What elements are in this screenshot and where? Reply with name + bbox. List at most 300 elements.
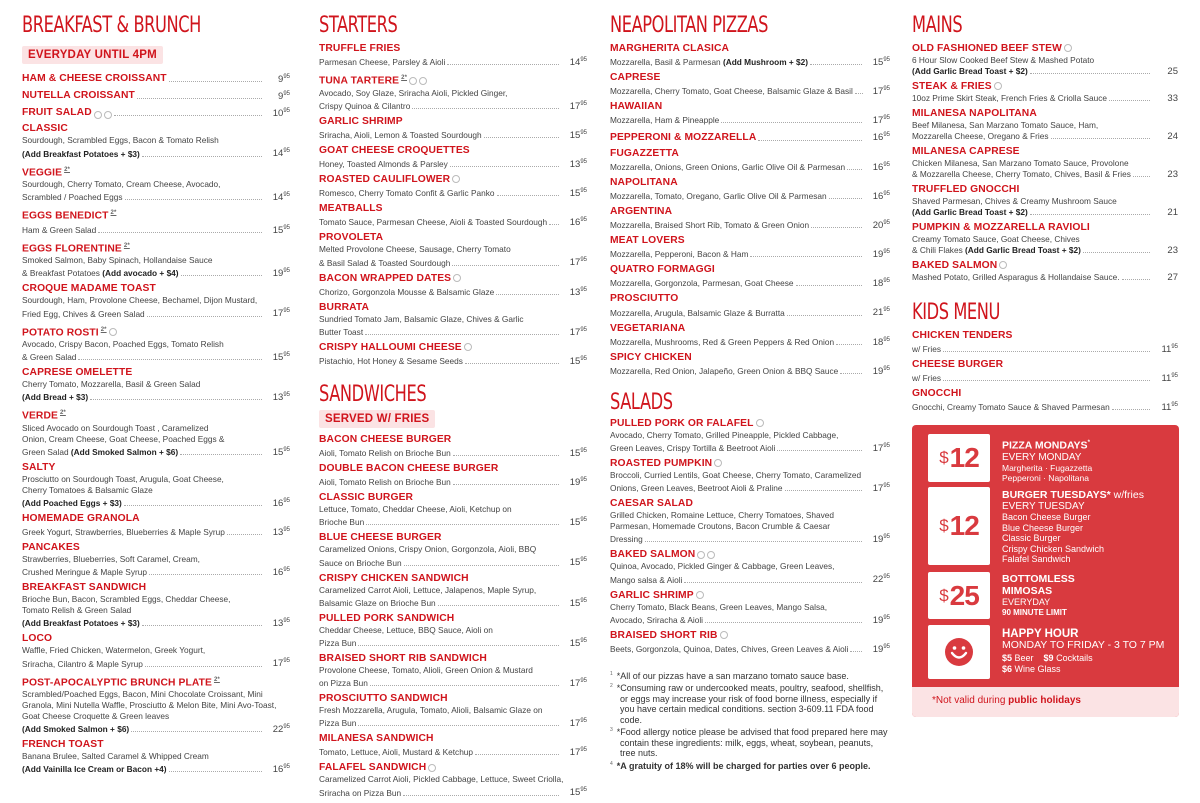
menu-item <box>610 206 890 231</box>
smiley-icon <box>944 637 974 667</box>
item-header <box>22 207 290 222</box>
price-cents: 95 <box>883 534 890 541</box>
menu-item <box>912 388 1178 413</box>
description-text: Beets, Gorgonzola, Quinoa, Dates, Chives, Green Leaves & Aioli <box>610 643 849 654</box>
item-description <box>912 272 1120 283</box>
price-cents: 95 <box>580 718 587 725</box>
description-text: Sriracha, Aioli, Lemon & Toasted Sourdough <box>319 129 482 140</box>
price-dollars: 17 <box>872 483 884 495</box>
item-name: VERDE <box>22 410 58 422</box>
item-header <box>319 463 587 475</box>
price-dollars: 16 <box>872 190 884 202</box>
description-text: Pistachio, Hot Honey & Sesame Seeds <box>319 355 463 366</box>
footnote-ref: 2* <box>59 410 66 417</box>
item-price <box>866 55 890 68</box>
item-header <box>22 164 290 179</box>
item-description <box>22 764 167 775</box>
dot-leader <box>147 316 262 317</box>
beer-label: Beer <box>1012 653 1034 663</box>
item-price <box>266 762 290 775</box>
item-price <box>866 305 890 318</box>
dollar-sign: $ <box>939 585 949 605</box>
item-row <box>610 189 890 202</box>
menu-item <box>319 232 587 268</box>
price-amount: 12 <box>949 442 979 473</box>
item-name: SPICY CHICKEN <box>610 351 692 363</box>
item-header <box>912 81 1178 93</box>
section-title: STARTERS <box>319 13 398 38</box>
dot-leader <box>855 93 863 94</box>
item-description <box>912 93 1107 104</box>
item-name: MILANESA SANDWICH <box>319 733 434 745</box>
item-description: Shaved Parmesan, Chives & Creamy Mushroom Sauce <box>912 196 1117 206</box>
item-price <box>563 716 587 729</box>
dot-leader <box>465 363 559 364</box>
dot-leader <box>829 198 862 199</box>
menu-item <box>22 164 290 204</box>
item-header <box>610 630 890 642</box>
item-description: Sourdough, Cherry Tomato, Cream Cheese, Avocado, <box>22 179 221 190</box>
item-header <box>610 177 890 189</box>
item-description <box>610 308 785 319</box>
dot-leader <box>475 754 559 755</box>
menu-item <box>319 492 587 528</box>
menu-item <box>319 733 587 758</box>
promo-line: Falafel Sandwich <box>1002 554 1071 564</box>
menu-item <box>22 123 290 159</box>
item-row <box>610 130 890 143</box>
description-text: Dressing <box>610 534 643 545</box>
item-row <box>22 89 290 102</box>
menu-item <box>22 462 290 509</box>
price-dollars: 21 <box>1167 207 1178 218</box>
item-header <box>610 458 890 470</box>
description-text: Crispy Quinoa & Cilantro <box>319 100 411 111</box>
price-dollars: 22 <box>272 724 284 736</box>
dot-leader <box>810 64 862 65</box>
item-header <box>319 492 587 504</box>
item-price <box>266 496 290 509</box>
item-row <box>610 247 890 260</box>
item-header <box>610 264 890 276</box>
item-name: CHICKEN TENDERS <box>912 330 1013 341</box>
price-dollars: 11 <box>1161 344 1172 356</box>
item-price <box>866 441 890 454</box>
item-name: TUNA TARTERE <box>319 75 400 87</box>
item-header <box>319 174 587 186</box>
price-dollars: 24 <box>1167 131 1178 142</box>
hours-badge: EVERYDAY UNTIL 4PM <box>22 46 163 64</box>
description-text: Honey, Toasted Almonds & Parsley <box>319 159 448 170</box>
item-description: Creamy Tomato Sauce, Goat Cheese, Chives <box>912 234 1080 244</box>
item-description <box>610 220 809 231</box>
price-cents: 95 <box>580 597 587 604</box>
add-on-text: (Add Vainilla Ice Cream or Bacon +4) <box>22 764 167 775</box>
item-description: Caramelized Carrot Aioli, Lettuce, Jalapenos, Maple Syrup, <box>319 584 537 595</box>
price-cents: 95 <box>580 677 587 684</box>
item-description <box>319 287 494 298</box>
item-price <box>266 106 290 119</box>
menu-list <box>912 43 1178 283</box>
item-row <box>610 441 890 454</box>
item-row <box>319 745 587 758</box>
item-description: Broccoli, Curried Lentils, Goat Cheese, Cherry Tomato, Caramelized <box>610 470 862 481</box>
add-on-text: (Add Smoked Salmon + $6) <box>70 446 179 457</box>
add-on-text: (Add Garlic Bread Toast + $2) <box>965 245 1081 255</box>
dot-leader <box>785 490 863 491</box>
dot-leader <box>847 169 862 170</box>
item-header <box>22 462 290 474</box>
description-text: on Pizza Bun <box>319 678 368 689</box>
specials-panel <box>912 425 1179 717</box>
item-row <box>22 106 290 119</box>
item-row <box>912 245 1178 256</box>
item-description <box>319 638 356 649</box>
description-text: Pizza Bun <box>319 718 357 729</box>
item-price <box>563 285 587 298</box>
item-header <box>22 283 290 295</box>
item-header <box>319 733 587 745</box>
vegan-icon <box>452 175 460 183</box>
promo-title: BOTTOMLESS <box>1002 573 1075 585</box>
item-price <box>563 745 587 758</box>
description-text: Mozzarella, Basil & Parmesan <box>610 57 723 68</box>
item-name: NAPOLITANA <box>610 176 678 188</box>
item-price <box>266 146 290 159</box>
gluten-free-icon <box>1064 44 1072 52</box>
item-price <box>563 636 587 649</box>
menu-list <box>610 43 890 377</box>
description-text: Romesco, Cherry Tomato Confit & Garlic Panko <box>319 188 495 199</box>
price-dollars: 25 <box>1167 66 1178 77</box>
footnote-ref: 2* <box>123 242 130 249</box>
dot-leader <box>811 227 862 228</box>
dot-leader <box>453 484 559 485</box>
price-cents: 95 <box>883 190 890 197</box>
price-dollars: 11 <box>1161 402 1172 414</box>
item-row <box>319 325 587 338</box>
footnote-number: 4 <box>610 760 613 767</box>
item-header <box>22 123 290 135</box>
item-row <box>319 676 587 689</box>
footnote-text: *A gratuity of 18% will be charged for parties over 6 people. <box>616 760 871 771</box>
item-header <box>319 232 587 244</box>
item-description <box>22 447 178 458</box>
price-dollars: 14 <box>272 192 284 204</box>
item-name: BREAKFAST SANDWICH <box>22 582 147 594</box>
dot-leader <box>796 285 862 286</box>
item-name: VEGGIE <box>22 167 63 179</box>
promo-title-extra: w/fries <box>1110 489 1144 501</box>
item-name: ARGENTINA <box>610 205 673 217</box>
cocktail-label: Cocktails <box>1053 653 1093 663</box>
menu-item <box>610 130 890 143</box>
menu-item <box>22 407 290 458</box>
dot-leader <box>114 115 262 116</box>
dot-leader <box>1051 138 1151 139</box>
item-row <box>610 276 890 289</box>
item-description <box>912 344 941 355</box>
price-cents: 95 <box>883 132 890 139</box>
promo-line: Classic Burger <box>1002 533 1061 543</box>
wine-price: $6 <box>1002 663 1013 674</box>
price-cents: 95 <box>283 618 290 625</box>
item-header <box>22 240 290 255</box>
item-price <box>266 616 290 629</box>
menu-item <box>912 222 1178 256</box>
footnote-number: 2 <box>610 683 613 690</box>
dot-leader <box>137 98 262 99</box>
price-dollars: 16 <box>872 161 884 173</box>
item-description: Waffle, Fried Chicken, Watermelon, Greek Yogurt, <box>22 645 206 656</box>
item-row <box>319 128 587 141</box>
item-description: Sliced Avocado on Sourdough Toast , Caramelized <box>22 422 209 433</box>
item-row <box>22 72 290 85</box>
item-row <box>912 400 1178 413</box>
price-cents: 95 <box>283 74 290 80</box>
dot-leader <box>90 399 262 400</box>
item-header <box>912 146 1178 158</box>
item-name: PROSCIUTTO <box>610 293 679 305</box>
dot-leader <box>787 315 862 316</box>
item-description <box>610 615 703 626</box>
item-header <box>22 739 290 751</box>
happy-hour-text <box>1002 628 1164 674</box>
item-price <box>563 354 587 367</box>
price-dollars: 13 <box>272 618 284 630</box>
price-cents: 95 <box>580 188 587 195</box>
beer-price: $5 <box>1002 653 1013 663</box>
item-header <box>319 145 587 157</box>
price-dollars: 19 <box>569 477 581 489</box>
description-text: Tomato, Lettuce, Aioli, Mustard & Ketchup <box>319 747 474 758</box>
item-row <box>610 160 890 173</box>
item-row <box>610 84 890 97</box>
price-cents: 95 <box>883 57 890 63</box>
dot-leader <box>850 651 862 652</box>
item-description <box>22 659 143 670</box>
item-row <box>912 169 1178 180</box>
price-dollars: 16 <box>872 132 884 144</box>
price-dollars: 13 <box>569 159 581 171</box>
menu-item <box>22 106 290 119</box>
dot-leader <box>438 605 559 606</box>
item-name: BLUE CHEESE BURGER <box>319 532 442 544</box>
promo-line: Crispy Chicken Sandwich <box>1002 543 1105 554</box>
vegan-icon <box>104 111 112 119</box>
price-cents: 95 <box>580 447 587 454</box>
price-dollars: 15 <box>272 224 284 236</box>
description-text: Brioche Bun <box>319 517 365 528</box>
item-price <box>866 160 890 173</box>
menu-item <box>610 590 890 626</box>
add-on-text: (Add Garlic Bread Toast + $2) <box>912 207 1028 217</box>
dot-leader <box>98 232 262 233</box>
item-row <box>22 146 290 159</box>
item-description <box>912 169 1131 180</box>
dot-leader <box>169 771 262 772</box>
price-dollars: 17 <box>569 678 581 690</box>
item-price <box>866 276 890 289</box>
menu-item <box>319 174 587 199</box>
item-price <box>266 722 290 735</box>
item-description: Caramelized Onions, Crispy Onion, Gorgonzola, Aioli, BBQ <box>319 544 537 555</box>
item-description: Cherry Tomatoes & Balsamic Glaze <box>22 484 153 495</box>
item-description <box>912 245 1081 256</box>
item-header <box>912 43 1178 55</box>
item-header <box>319 72 587 87</box>
item-header <box>610 235 890 247</box>
item-name: MEATBALLS <box>319 203 383 215</box>
item-header <box>610 43 890 55</box>
item-description <box>319 327 363 338</box>
price-dollars: 14 <box>569 57 581 69</box>
price-dollars: 17 <box>569 257 581 269</box>
item-name: CAPRESE OMELETTE <box>22 367 133 379</box>
item-price <box>563 186 587 199</box>
item-description <box>22 392 88 403</box>
item-price <box>563 157 587 170</box>
description-text: & Breakfast Potatoes <box>22 268 103 279</box>
item-description <box>319 159 448 170</box>
promo-title: MIMOSAS <box>1002 585 1053 597</box>
item-name: GNOCCHI <box>912 388 962 400</box>
footnote <box>610 759 890 772</box>
promo-limit: 90 MINUTE LIMIT <box>1002 608 1067 617</box>
item-header <box>912 330 1178 342</box>
menu-item <box>912 108 1178 142</box>
dot-leader <box>497 195 559 196</box>
menu-item <box>22 633 290 669</box>
add-on-text: (Add Mushroom + $2) <box>722 57 809 68</box>
menu-item <box>319 434 587 459</box>
price-dollars: 15 <box>272 446 284 458</box>
menu-item <box>610 148 890 173</box>
mains-section <box>912 0 1178 417</box>
item-name: TRUFFLED GNOCCHI <box>912 184 1020 195</box>
price-cents: 95 <box>580 158 587 165</box>
item-name: DOUBLE BACON CHEESE BURGER <box>319 463 499 475</box>
item-description <box>319 448 451 459</box>
item-description: Lettuce, Tomato, Cheddar Cheese, Aioli, Ketchup on <box>319 504 512 515</box>
item-name: GARLIC SHRIMP <box>610 589 694 601</box>
description-text: w/ Fries <box>912 344 942 355</box>
description-text: Ham & Green Salad <box>22 224 97 235</box>
item-description <box>319 558 402 569</box>
item-row <box>22 722 290 735</box>
item-description: Chicken Milanesa, San Marzano Tomato Sauce, Provolone <box>912 158 1129 168</box>
menu-item <box>610 235 890 260</box>
item-description <box>22 618 140 629</box>
price-dollars: 22 <box>872 574 884 586</box>
dot-leader <box>124 505 262 506</box>
menu-list <box>319 43 587 367</box>
footnote-text: *Consuming raw or undercooked meats, poultry, seafood, shellfish, or eggs may increase your risk of food borne illness, especially if you have certain medical conditions. section 3-609.11 FDA food code. <box>616 683 884 725</box>
description-text: Mozzarella, Tomato, Oregano, Garlic Olive Oil & Parmesan <box>610 190 827 201</box>
dot-leader <box>365 334 559 335</box>
pizza-price-box <box>928 434 990 482</box>
menu-item <box>610 101 890 126</box>
description-text: 10oz Prime Skirt Steak, French Fries & Criolla Sauce <box>912 93 1108 103</box>
item-description: Provolone Cheese, Tomato, Alioli, Green Onion & Mustard <box>319 664 533 675</box>
item-header <box>610 418 890 430</box>
item-description: Onion, Cream Cheese, Goat Cheese, Poached Eggs & <box>22 433 225 444</box>
description-text: Sriracha, Cilantro & Maple Syrup <box>22 658 143 669</box>
item-name: BURRATA <box>319 301 370 313</box>
dairy-free-icon <box>994 82 1002 90</box>
item-header <box>319 203 587 215</box>
dot-leader <box>645 541 862 542</box>
price-dollars: 13 <box>272 392 284 404</box>
item-name: CAESAR SALAD <box>610 498 694 510</box>
price-dollars: 14 <box>272 148 284 160</box>
description-text: & Green Salad <box>22 352 77 363</box>
menu-item <box>912 330 1178 355</box>
item-name: MILANESA CAPRESE <box>912 146 1020 157</box>
item-description <box>319 718 356 729</box>
item-price <box>1154 342 1178 355</box>
item-description <box>610 162 845 173</box>
footnote <box>610 725 890 759</box>
menu-item <box>319 653 587 689</box>
footnote-number: 3 <box>610 727 613 734</box>
item-row <box>22 656 290 669</box>
price-cents: 95 <box>283 268 290 275</box>
item-price <box>563 596 587 609</box>
item-price <box>1154 93 1178 104</box>
dot-leader <box>181 275 262 276</box>
menu-item <box>610 352 890 377</box>
menu-item <box>319 342 587 367</box>
dot-leader <box>1030 73 1150 74</box>
add-on-text: (Add Breakfast Potatoes + $3) <box>22 148 140 159</box>
item-name: PULLED PORK SANDWICH <box>319 612 455 624</box>
item-price <box>563 475 587 488</box>
item-price <box>563 99 587 112</box>
item-row <box>319 515 587 528</box>
price-dollars: 17 <box>872 86 884 98</box>
price-dollars: 15 <box>569 129 581 141</box>
item-name: EGGS BENEDICT <box>22 210 109 222</box>
description-text: Tomato Sauce, Parmesan Cheese, Aioli & Toasted Sourdough <box>319 217 548 228</box>
item-description <box>610 575 682 586</box>
dot-leader <box>758 140 862 141</box>
item-row <box>610 572 890 585</box>
menu-item <box>610 264 890 289</box>
item-name: QUATRO FORMAGGI <box>610 264 715 276</box>
item-price <box>1154 272 1178 283</box>
served-badge: SERVED W/ FRIES <box>319 410 435 428</box>
price-cents: 95 <box>883 307 890 314</box>
menu-item <box>319 43 587 68</box>
item-row <box>319 636 587 649</box>
price-dollars: 19 <box>872 249 884 261</box>
breakfast-section <box>22 0 290 779</box>
price-dollars: 17 <box>569 100 581 112</box>
item-price <box>563 325 587 338</box>
item-price <box>866 335 890 348</box>
item-name: BAKED SALMON <box>912 260 998 271</box>
price-cents: 95 <box>883 442 890 449</box>
item-price <box>266 525 290 538</box>
menu-item <box>319 116 587 141</box>
price-dollars: 15 <box>569 355 581 367</box>
dot-leader <box>450 166 559 167</box>
item-description <box>22 352 76 363</box>
description-text: Mozzarella, Arugula, Balsamic Glaze & Burratta <box>610 307 785 318</box>
dot-leader <box>1083 252 1150 253</box>
item-name: FRUIT SALAD <box>22 107 92 119</box>
